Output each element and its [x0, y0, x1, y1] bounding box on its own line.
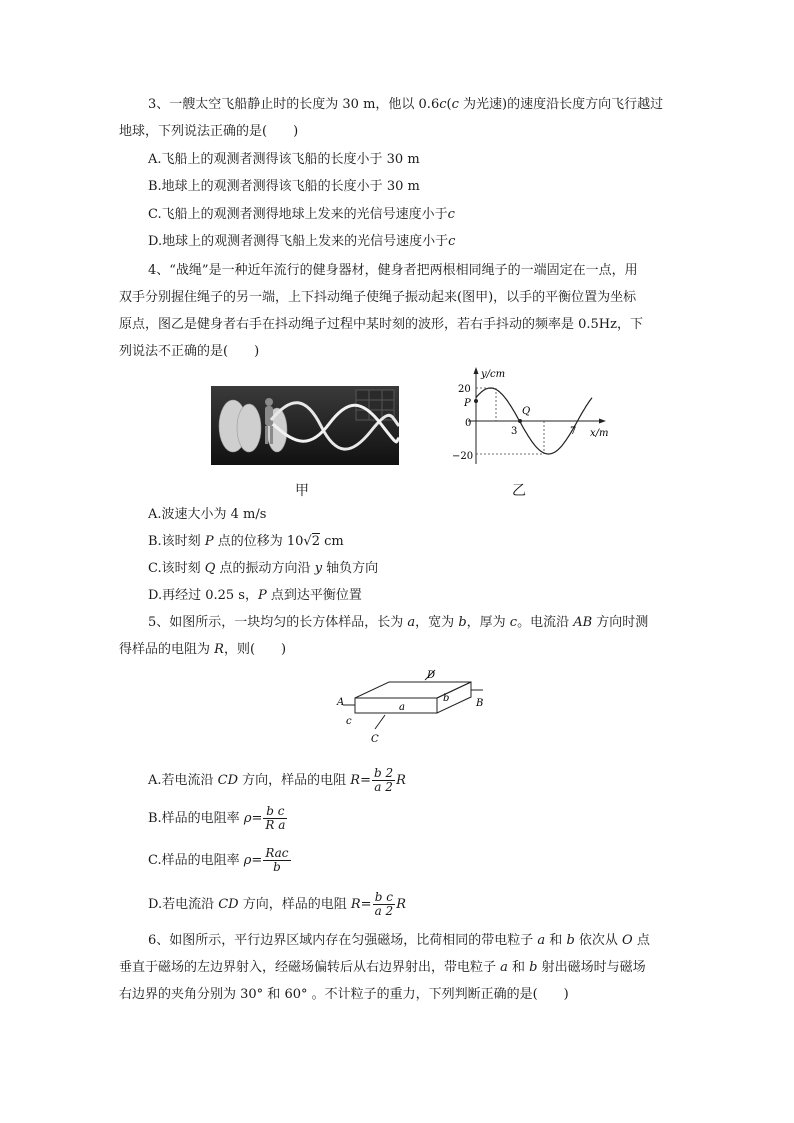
q5-stem-line1: 5、如图所示，一块均匀的长方体样品，长为 a，宽为 b，厚为 c。电流沿 AB 方向时测: [148, 615, 649, 630]
x-axis-label: x/m: [590, 428, 609, 439]
wave-graph: [448, 364, 618, 468]
q3-option-b: B.地球上的观测者测得该飞船的长度小于 30 m: [148, 179, 420, 194]
label-D: D: [427, 670, 436, 681]
graph-caption-yi: 乙: [512, 483, 526, 499]
q4-stem-line1: 4、“战绳”是一种近年流行的健身器材，健身者把两根相同绳子的一端固定在一点，用: [148, 263, 638, 278]
q4-option-a: A.波速大小为 4 m/s: [148, 507, 267, 522]
label-A: A: [337, 697, 345, 708]
x-tick-7: 7: [570, 426, 577, 437]
q5-option-c: C.样品的电阻率 ρ= $\frac{\text{Rac}}{b}$: [148, 846, 289, 874]
point-p-marker: [474, 399, 478, 403]
q5-option-d: D.若电流沿 CD 方向，样品的电阻 R= $\frac{\text{b c}}{a 2}$ R: [148, 890, 406, 918]
photo-caption-jia: 甲: [295, 483, 309, 499]
q4-stem-line2: 双手分别握住绳子的另一端，上下抖动绳子使绳子振动起来(图甲)，以手的平衡位置为坐标: [119, 290, 637, 305]
q4-option-c: C.该时刻 Q 点的振动方向沿 y 轴负方向: [148, 561, 379, 576]
label-a: a: [399, 702, 405, 713]
label-b: b: [443, 693, 450, 704]
q4-option-b: B.该时刻 P 点的位移为 10√2 cm: [148, 534, 344, 549]
q6-stem-line3: 右边界的夹角分别为 30° 和 60° 。不计粒子的重力，下列判断正确的是( ): [119, 987, 569, 1002]
y-tick-minus20: −20: [452, 451, 474, 462]
q3-option-c: C.飞船上的观测者测得地球上发来的光信号速度小于c: [148, 207, 455, 222]
label-c: c: [346, 716, 352, 727]
battle-ropes-photo: [211, 386, 399, 465]
rectangular-sample-figure: [333, 666, 493, 746]
y-axis-label: y/cm: [481, 369, 506, 380]
q4-stem-line4: 列说法不正确的是( ): [119, 344, 260, 359]
q5-option-a: A.若电流沿 CD 方向，样品的电阻 R= $\frac{b 2}{a 2}$ R: [148, 766, 406, 794]
q5-option-b: B.样品的电阻率 ρ= $\frac{\text{b c}}{\text{R a}}$: [148, 804, 286, 832]
q6-stem-line1: 6、如图所示，平行边界区域内存在匀强磁场，比荷相同的带电粒子 a 和 b 依次从 O 点: [148, 933, 650, 948]
point-q-label: Q: [522, 406, 531, 417]
q3-option-d: D.地球上的观测者测得飞船上发来的光信号速度小于c: [148, 234, 456, 249]
origin-label: 0: [465, 418, 472, 429]
q3-stem-line1: 3、一艘太空飞船静止时的长度为 30 m，他以 0.6c(c 为光速)的速度沿长度方向飞行越过: [148, 97, 664, 112]
label-B: B: [476, 698, 484, 709]
point-p-label: P: [464, 398, 471, 409]
q4-stem-line3: 原点，图乙是健身者右手在抖动绳子过程中某时刻的波形，若右手抖动的频率是 0.5Hz，下: [119, 317, 643, 332]
q6-stem-line2: 垂直于磁场的左边界射入，经磁场偏转后从右边界射出，带电粒子 a 和 b 射出磁场时与磁场: [119, 960, 646, 975]
label-C: C: [371, 734, 379, 745]
x-tick-3: 3: [511, 426, 518, 437]
q3-stem-line2: 地球，下列说法正确的是( ): [119, 124, 299, 139]
q3-option-a: A.飞船上的观测者测得该飞船的长度小于 30 m: [148, 152, 420, 167]
point-q-marker: [518, 419, 522, 423]
y-tick-20: 20: [458, 384, 471, 395]
q4-option-d: D.再经过 0.25 s，P 点到达平衡位置: [148, 588, 362, 603]
q5-stem-line2: 得样品的电阻为 R，则( ): [119, 642, 287, 657]
